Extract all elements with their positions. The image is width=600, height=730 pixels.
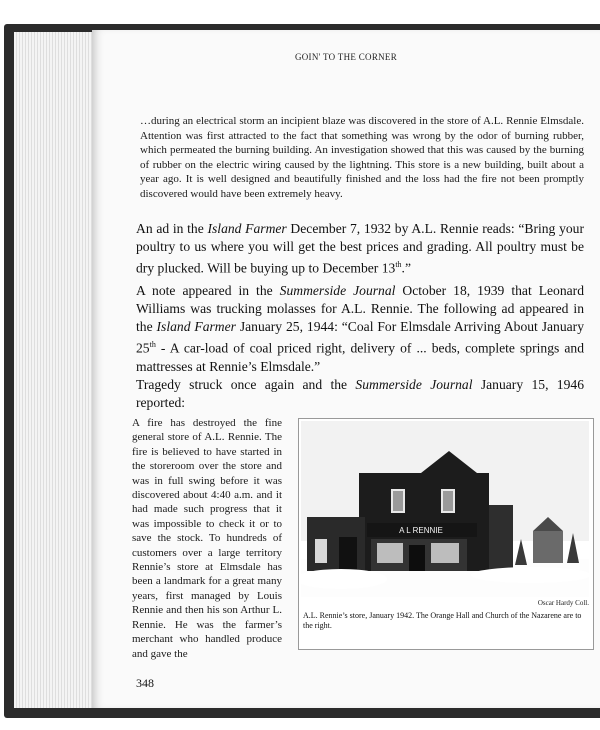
text-fragment: .” (401, 260, 411, 276)
publication-name: Island Farmer (156, 319, 236, 334)
text-fragment: Tragedy struck once again and the (136, 377, 356, 392)
publication-name: Island Farmer (207, 221, 287, 236)
paragraph-molasses-note (136, 282, 584, 376)
ordinal-suffix: th (149, 340, 156, 349)
paragraph-island-farmer-ad (136, 220, 584, 278)
fire-report-column: A fire has destroyed the fine general store of A.L. Rennie. The fire is believed to have started in the storeroom over the store and was in full swing before it was discovered about 4:40 a.m. and it had made such progress that it was impossible to check it or to save the stock. To hundreds of customers over a large territory Rennie’s store at Elmsdale has been a landmark for a great many years, first managed by Louis Rennie and then his son Arthur L. Rennie. He was the farmer’s merchant who handled produce and gave the (132, 417, 282, 660)
store-photo (301, 421, 589, 597)
running-title: GOIN' TO THE CORNER (294, 52, 398, 62)
paragraph-tragedy (136, 376, 584, 412)
running-header (92, 52, 600, 62)
photo-figure (298, 418, 594, 650)
store-sign: A L RENNIE (399, 526, 443, 535)
publication-name: Summerside Journal (279, 283, 396, 298)
quoted-article: …during an electrical storm an incipient blaze was discovered in the store of A.L. Rennie Elmsdale. Attention was first attracted to the fact that something was wrong by the odor of burning rubber, which permeated the burning building. An investigation showed that this was caused by the burning of rubber on the electric wiring caused by the lightning. This store is a new building, built about a year ago. It is well designed and beautifully finished and the loss had the fire not been promptly discovered would have been extremely heavy. (140, 115, 584, 200)
publication-name: Summerside Journal (355, 377, 473, 392)
text-fragment: - A car-load of coal priced right, delivery of ... beds, complete springs and mattresses at Rennie’s Elmsdale.” (136, 340, 584, 374)
text-fragment: A note appeared in the (136, 283, 280, 298)
text-fragment: October 18, 1939 that Leonard Williams was trucking molasses for A.L. Rennie. The following ad appeared in the (136, 283, 584, 334)
ordinal-suffix: th (395, 260, 402, 269)
page-edges (14, 32, 100, 708)
photo-caption: A.L. Rennie’s store, January 1942. The Orange Hall and Church of the Nazarene are to the right. (303, 611, 582, 630)
text-fragment: January 15, 1946 reported: (136, 377, 584, 410)
photo-credit: Oscar Hardy Coll. (537, 599, 589, 607)
text-fragment: An ad in the (136, 221, 208, 236)
page-number: 348 (136, 676, 154, 690)
text-fragment: January 25, 1944: “Coal For Elmsdale Arriving About January 25 (136, 319, 584, 356)
text-fragment: December 7, 1932 by A.L. Rennie reads: “Bring your poultry to us where you will get the best prices and grading. All poultry must be dry plucked. Will be buying up to December 13 (136, 221, 584, 276)
book-page (92, 30, 600, 708)
